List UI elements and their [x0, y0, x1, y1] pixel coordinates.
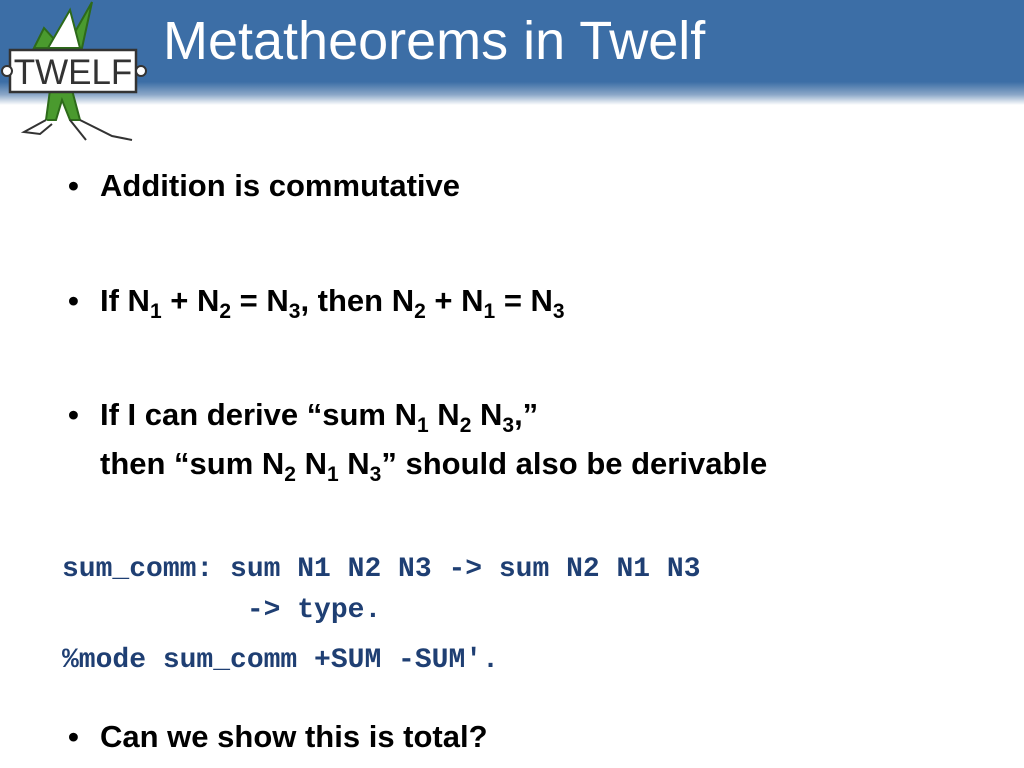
- bullet-text: Can we show this is total?: [100, 719, 488, 754]
- code-line-type: -> type.: [62, 595, 382, 626]
- logo-text: TWELF: [13, 53, 133, 92]
- bullet-dot: •: [68, 397, 79, 432]
- bullet-text: Addition is commutative: [100, 168, 460, 203]
- bullet-dot: •: [68, 719, 79, 754]
- code-line-mode: %mode sum_comm +SUM -SUM'.: [62, 645, 499, 676]
- slide-title: Metatheorems in Twelf: [163, 11, 706, 71]
- bullet-dot: •: [68, 168, 79, 203]
- code-line-sum-comm: sum_comm: sum N1 N2 N3 -> sum N2 N1 N3: [62, 554, 701, 585]
- bullet-text-line-1: If I can derive “sum $N_1$ $N_2$ $N_3$,”: [100, 397, 539, 437]
- twelf-logo: [0, 0, 150, 150]
- bullet-dot: •: [68, 283, 79, 318]
- bullet-text: If $N_1 + N_2 = N_3$, then $N_2 + N_1 = N_3$: [100, 283, 565, 323]
- bullet-text-line-2: then “sum $N_2$ $N_1$ $N_3$” should also be derivable: [100, 446, 768, 486]
